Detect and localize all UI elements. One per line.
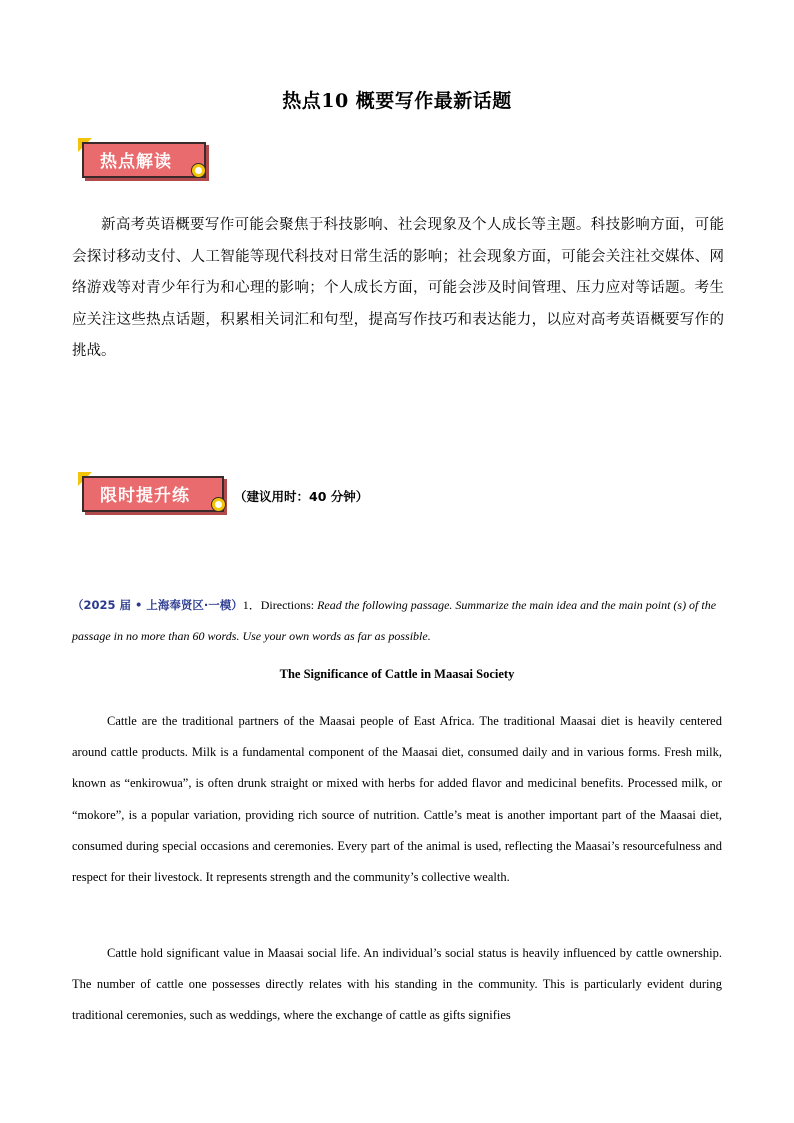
- passage-paragraph: Cattle are the traditional partners of the Maasai people of East Africa. The traditional Maasai diet is heavily centered around cattle products. Milk is a fundamental component of the Maasai diet, consumed daily and in various forms. Fresh milk, known as “enkirowua”, is often drunk straight or mixed with herbs for added flavor and medicinal benefits. Processed milk, or “mokore”, is a popular variation, providing rich source of nutrition. Cattle’s meat is another important part of the Maasai diet, consumed during special occasions and ceremonies. Every part of the animal is used, reflecting the Maasai’s resourcefulness and respect for their livestock. It represents strength and the community’s collective wealth.: [72, 714, 722, 885]
- question-number: 1．: [242, 598, 261, 612]
- passage-title: The Significance of Cattle in Maasai Society: [279, 667, 515, 681]
- banner-ring-icon: [212, 498, 225, 511]
- directions-text: Read the following passage. Summarize the main idea and the main point (s) of the passage in no more than 60 words. Use your own words as far as possible.: [72, 598, 717, 643]
- banner-ring-icon: [192, 164, 205, 177]
- practice-banner: [78, 472, 228, 512]
- suggested-time: （建议用时：40 分钟）: [234, 489, 369, 504]
- hot-topic-banner-label: 热点解读: [82, 142, 206, 178]
- question-directions: [72, 590, 724, 652]
- passage-paragraph: Cattle hold significant value in Maasai social life. An individual’s social status is heavily influenced by cattle ownership. The number of cattle one possesses directly relates with his standing in the community. This is particularly evident during traditional ceremonies, such as weddings, where the exchange of cattle as gifts signifies: [72, 946, 722, 1023]
- hot-topic-banner: [78, 138, 210, 178]
- directions-label: Directions:: [260, 598, 318, 612]
- intro-paragraph: 新高考英语概要写作可能会聚焦于科技影响、社会现象及个人成长等主题。科技影响方面，可能会探讨移动支付、人工智能等现代科技对日常生活的影响；社会现象方面，可能会关注社交媒体、网络游戏等对青少年行为和心理的影响；个人成长方面，可能会涉及时间管理、压力应对等话题。考生应关注这些热点话题，积累相关词汇和句型，提高写作技巧和表达能力，以应对高考英语概要写作的挑战。: [72, 217, 724, 359]
- practice-banner-label: 限时提升练: [82, 476, 224, 512]
- question-source: （2025 届 • 上海奉贤区·一模）: [72, 598, 243, 612]
- page-title: 热点10 概要写作最新话题: [282, 90, 512, 112]
